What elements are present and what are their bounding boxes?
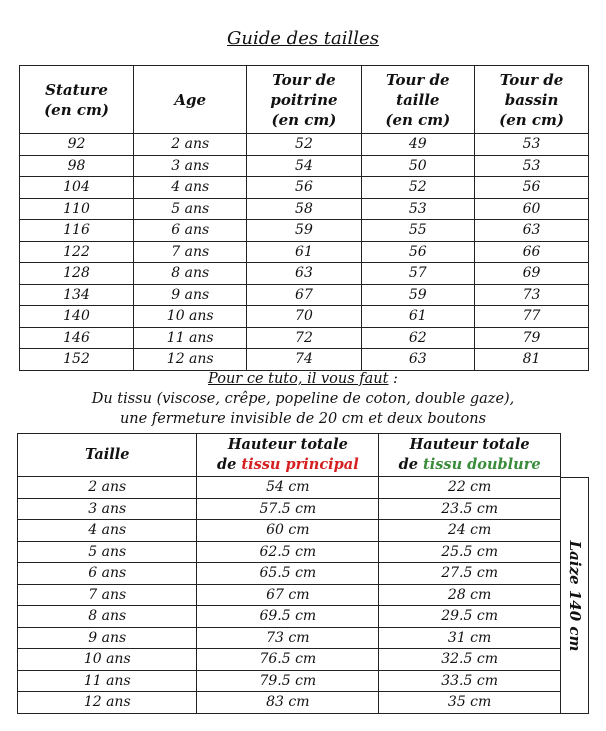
table-cell: 25.5 cm — [379, 541, 561, 563]
table-cell: 57.5 cm — [197, 498, 379, 520]
table-cell: 67 — [247, 284, 361, 306]
size-table — [19, 65, 589, 371]
table-cell: 5 ans — [134, 198, 247, 220]
table-row — [18, 477, 561, 499]
table-row — [18, 563, 561, 585]
table-cell: 63 — [475, 220, 589, 242]
table-row — [18, 498, 561, 520]
size-col-header-line: Tour de — [272, 70, 336, 89]
table-cell: 54 cm — [197, 477, 379, 499]
table-row — [20, 220, 589, 242]
table-cell: 61 — [247, 241, 361, 263]
fabric-table — [17, 433, 561, 714]
table-cell: 122 — [20, 241, 134, 263]
table-cell: 55 — [361, 220, 475, 242]
table-cell: 28 cm — [379, 584, 561, 606]
size-col-header-line: taille — [396, 90, 440, 109]
table-cell: 4 ans — [18, 520, 197, 542]
table-cell: 58 — [247, 198, 361, 220]
notes-heading-suffix: : — [388, 371, 398, 387]
size-col-header-line: Stature — [45, 80, 108, 99]
table-row — [18, 606, 561, 628]
table-cell: 128 — [20, 263, 134, 285]
table-cell: 65.5 cm — [197, 563, 379, 585]
table-cell: 22 cm — [379, 477, 561, 499]
notes-heading: Pour ce tuto, il vous faut — [208, 371, 389, 387]
size-col-header-line: (en cm) — [44, 100, 109, 119]
table-cell: 66 — [475, 241, 589, 263]
table-cell: 53 — [475, 155, 589, 177]
table-cell: 60 — [475, 198, 589, 220]
table-row — [20, 198, 589, 220]
table-cell: 134 — [20, 284, 134, 306]
table-cell: 79 — [475, 327, 589, 349]
table-row — [18, 627, 561, 649]
table-cell: 110 — [20, 198, 134, 220]
size-col-header — [361, 66, 475, 134]
table-cell: 63 — [247, 263, 361, 285]
table-row — [20, 306, 589, 328]
notes-line-2: une fermeture invisible de 20 cm et deux boutons — [119, 411, 487, 427]
size-col-header — [134, 66, 247, 134]
table-cell: 57 — [361, 263, 475, 285]
size-col-header-line: Tour de — [386, 70, 450, 89]
size-col-header-line: Tour de — [499, 70, 564, 89]
col-lining-prefix: de — [398, 456, 424, 473]
table-row — [20, 241, 589, 263]
table-cell: 27.5 cm — [379, 563, 561, 585]
laize-label: Laize 140 cm — [565, 540, 584, 651]
table-cell: 62.5 cm — [197, 541, 379, 563]
table-cell: 76.5 cm — [197, 649, 379, 671]
table-cell: 79.5 cm — [197, 670, 379, 692]
table-cell: 12 ans — [134, 349, 247, 371]
table-cell: 10 ans — [18, 649, 197, 671]
table-row — [18, 520, 561, 542]
table-row — [20, 263, 589, 285]
table-cell: 72 — [247, 327, 361, 349]
table-cell: 2 ans — [134, 134, 247, 156]
col-lining-line2 — [379, 455, 560, 475]
laize-cell — [561, 477, 589, 714]
size-col-header-line: poitrine — [270, 90, 338, 109]
table-cell: 12 ans — [18, 692, 197, 714]
table-cell: 35 cm — [379, 692, 561, 714]
table-cell: 6 ans — [18, 563, 197, 585]
table-cell: 7 ans — [134, 241, 247, 263]
table-cell: 3 ans — [134, 155, 247, 177]
col-main-fabric — [197, 434, 379, 477]
materials-notes — [0, 369, 606, 429]
table-cell: 8 ans — [134, 263, 247, 285]
size-col-header — [475, 66, 589, 134]
col-taille: Taille — [18, 434, 197, 477]
size-col-header — [20, 66, 134, 134]
table-cell: 52 — [361, 177, 475, 199]
table-cell: 2 ans — [18, 477, 197, 499]
table-row — [20, 155, 589, 177]
table-cell: 53 — [475, 134, 589, 156]
table-cell: 49 — [361, 134, 475, 156]
size-col-header-line: bassin — [504, 90, 559, 109]
table-row — [18, 541, 561, 563]
table-cell: 59 — [361, 284, 475, 306]
table-cell: 9 ans — [134, 284, 247, 306]
size-col-header-line: (en cm) — [271, 110, 337, 129]
table-cell: 50 — [361, 155, 475, 177]
table-cell: 29.5 cm — [379, 606, 561, 628]
col-main-prefix: de — [216, 456, 242, 473]
table-cell: 98 — [20, 155, 134, 177]
table-row — [20, 134, 589, 156]
table-row — [18, 692, 561, 714]
table-row — [20, 284, 589, 306]
table-cell: 7 ans — [18, 584, 197, 606]
col-lining-fabric — [379, 434, 561, 477]
col-main-highlight: tissu principal — [241, 456, 359, 473]
table-cell: 4 ans — [134, 177, 247, 199]
table-cell: 56 — [361, 241, 475, 263]
col-lining-highlight: tissu doublure — [423, 456, 541, 473]
col-main-line2 — [197, 455, 378, 475]
table-cell: 6 ans — [134, 220, 247, 242]
table-cell: 104 — [20, 177, 134, 199]
table-cell: 23.5 cm — [379, 498, 561, 520]
table-cell: 10 ans — [134, 306, 247, 328]
table-cell: 11 ans — [134, 327, 247, 349]
col-main-line1: Hauteur totale — [227, 436, 348, 453]
table-cell: 8 ans — [18, 606, 197, 628]
table-cell: 3 ans — [18, 498, 197, 520]
table-cell: 32.5 cm — [379, 649, 561, 671]
table-row — [18, 584, 561, 606]
table-cell: 140 — [20, 306, 134, 328]
table-cell: 81 — [475, 349, 589, 371]
table-cell: 70 — [247, 306, 361, 328]
table-cell: 67 cm — [197, 584, 379, 606]
table-cell: 60 cm — [197, 520, 379, 542]
table-cell: 73 cm — [197, 627, 379, 649]
size-col-header-line: Age — [174, 90, 207, 109]
table-cell: 73 — [475, 284, 589, 306]
notes-heading-line — [0, 369, 606, 389]
notes-line-1: Du tissu (viscose, crêpe, popeline de coton, double gaze), — [91, 391, 515, 407]
table-cell: 116 — [20, 220, 134, 242]
table-cell: 59 — [247, 220, 361, 242]
page-title: Guide des tailles — [227, 28, 379, 49]
table-row — [18, 670, 561, 692]
table-cell: 83 cm — [197, 692, 379, 714]
fabric-table-header — [18, 434, 561, 477]
size-col-header-line: (en cm) — [385, 110, 451, 129]
table-row — [20, 177, 589, 199]
size-col-header — [247, 66, 361, 134]
table-cell: 152 — [20, 349, 134, 371]
table-cell: 92 — [20, 134, 134, 156]
table-row — [20, 327, 589, 349]
size-col-header-line: (en cm) — [499, 110, 564, 129]
table-cell: 146 — [20, 327, 134, 349]
table-cell: 53 — [361, 198, 475, 220]
size-table-header — [20, 66, 589, 134]
table-cell: 77 — [475, 306, 589, 328]
table-cell: 31 cm — [379, 627, 561, 649]
table-cell: 69 — [475, 263, 589, 285]
table-cell: 33.5 cm — [379, 670, 561, 692]
table-cell: 56 — [475, 177, 589, 199]
table-cell: 61 — [361, 306, 475, 328]
col-lining-line1: Hauteur totale — [409, 436, 530, 453]
table-cell: 56 — [247, 177, 361, 199]
table-cell: 69.5 cm — [197, 606, 379, 628]
table-cell: 62 — [361, 327, 475, 349]
table-cell: 11 ans — [18, 670, 197, 692]
table-cell: 24 cm — [379, 520, 561, 542]
table-row — [18, 649, 561, 671]
table-cell: 74 — [247, 349, 361, 371]
table-row — [20, 349, 589, 371]
table-cell: 54 — [247, 155, 361, 177]
table-cell: 52 — [247, 134, 361, 156]
table-cell: 63 — [361, 349, 475, 371]
table-cell: 5 ans — [18, 541, 197, 563]
table-cell: 9 ans — [18, 627, 197, 649]
